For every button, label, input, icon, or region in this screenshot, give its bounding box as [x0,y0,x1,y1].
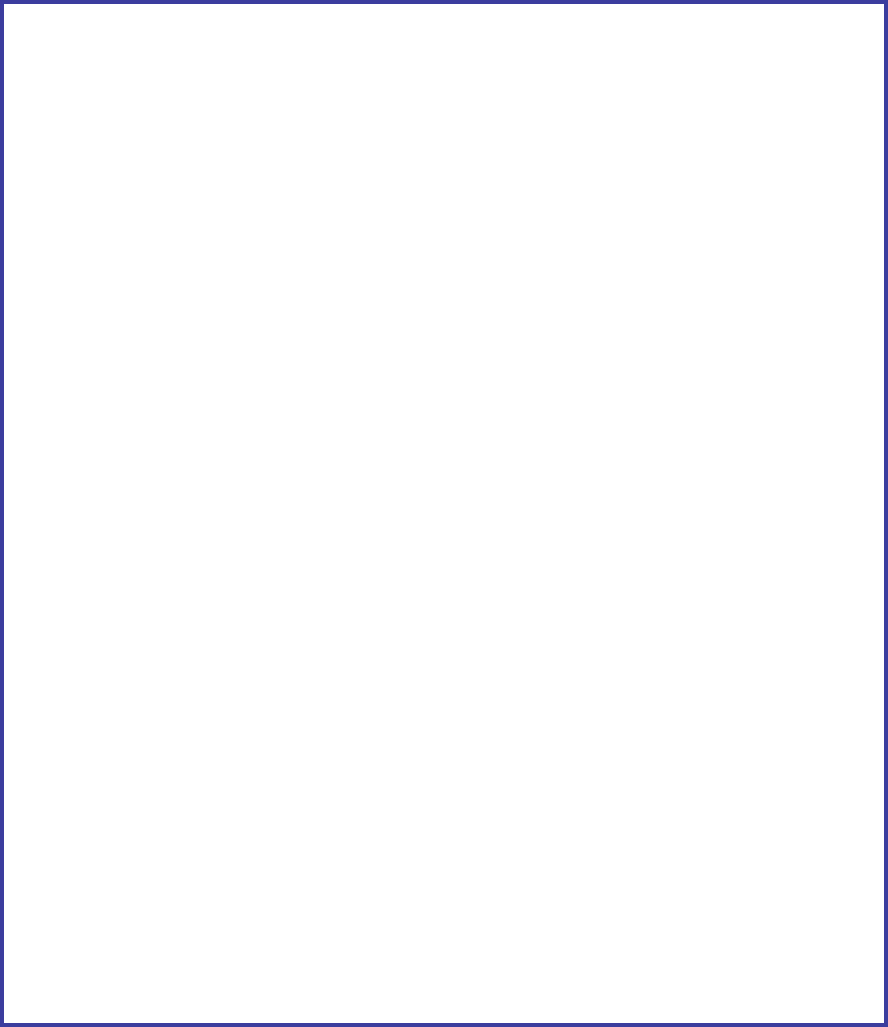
bac-drawers-caption [20,973,868,992]
